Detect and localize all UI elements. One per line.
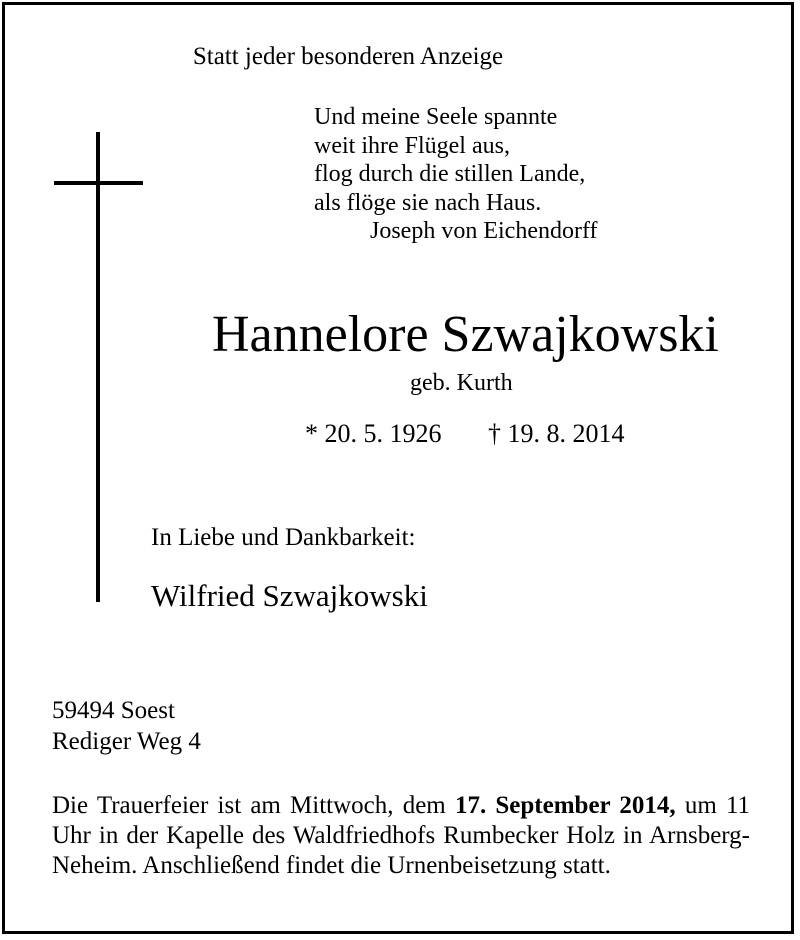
cross-horizontal-bar	[54, 181, 143, 185]
life-dates	[305, 419, 625, 449]
death-date: † 19. 8. 2014	[488, 419, 625, 448]
funeral-text-before: Die Trauerfeier ist am Mittwoch, dem	[52, 792, 446, 819]
birth-date: * 20. 5. 1926	[305, 419, 442, 448]
address	[52, 695, 201, 757]
obituary-notice	[2, 2, 794, 934]
poem-line: als flöge sie nach Haus.	[314, 189, 542, 216]
poem-line: flog durch die stillen Lande,	[314, 161, 586, 187]
cross-vertical-bar	[96, 132, 100, 602]
mourner-name: Wilfried Szwajkowski	[151, 578, 428, 613]
poem-line: weit ihre Flügel aus,	[314, 132, 510, 159]
header-text: Statt jeder besonderen Anzeige	[192, 43, 504, 70]
deceased-name: Hannelore Szwajkowski	[212, 306, 719, 363]
funeral-details	[52, 791, 750, 881]
address-street: Rediger Weg 4	[52, 728, 201, 755]
funeral-text-after: um 11 Uhr in der Kapelle des Waldfriedhofs Rumbecker Holz in Arnsberg-Neheim. Anschließend findet die Urnenbeisetzung statt.	[52, 792, 751, 879]
poem-author: Joseph von Eichendorff	[370, 218, 598, 244]
address-city: 59494 Soest	[52, 697, 175, 724]
poem-line: Und meine Seele spannte	[314, 104, 558, 130]
funeral-date: 17. September 2014,	[454, 792, 676, 819]
dedication-text: In Liebe und Dankbarkeit:	[151, 524, 416, 551]
maiden-name: geb. Kurth	[410, 370, 513, 396]
poem	[314, 103, 598, 246]
